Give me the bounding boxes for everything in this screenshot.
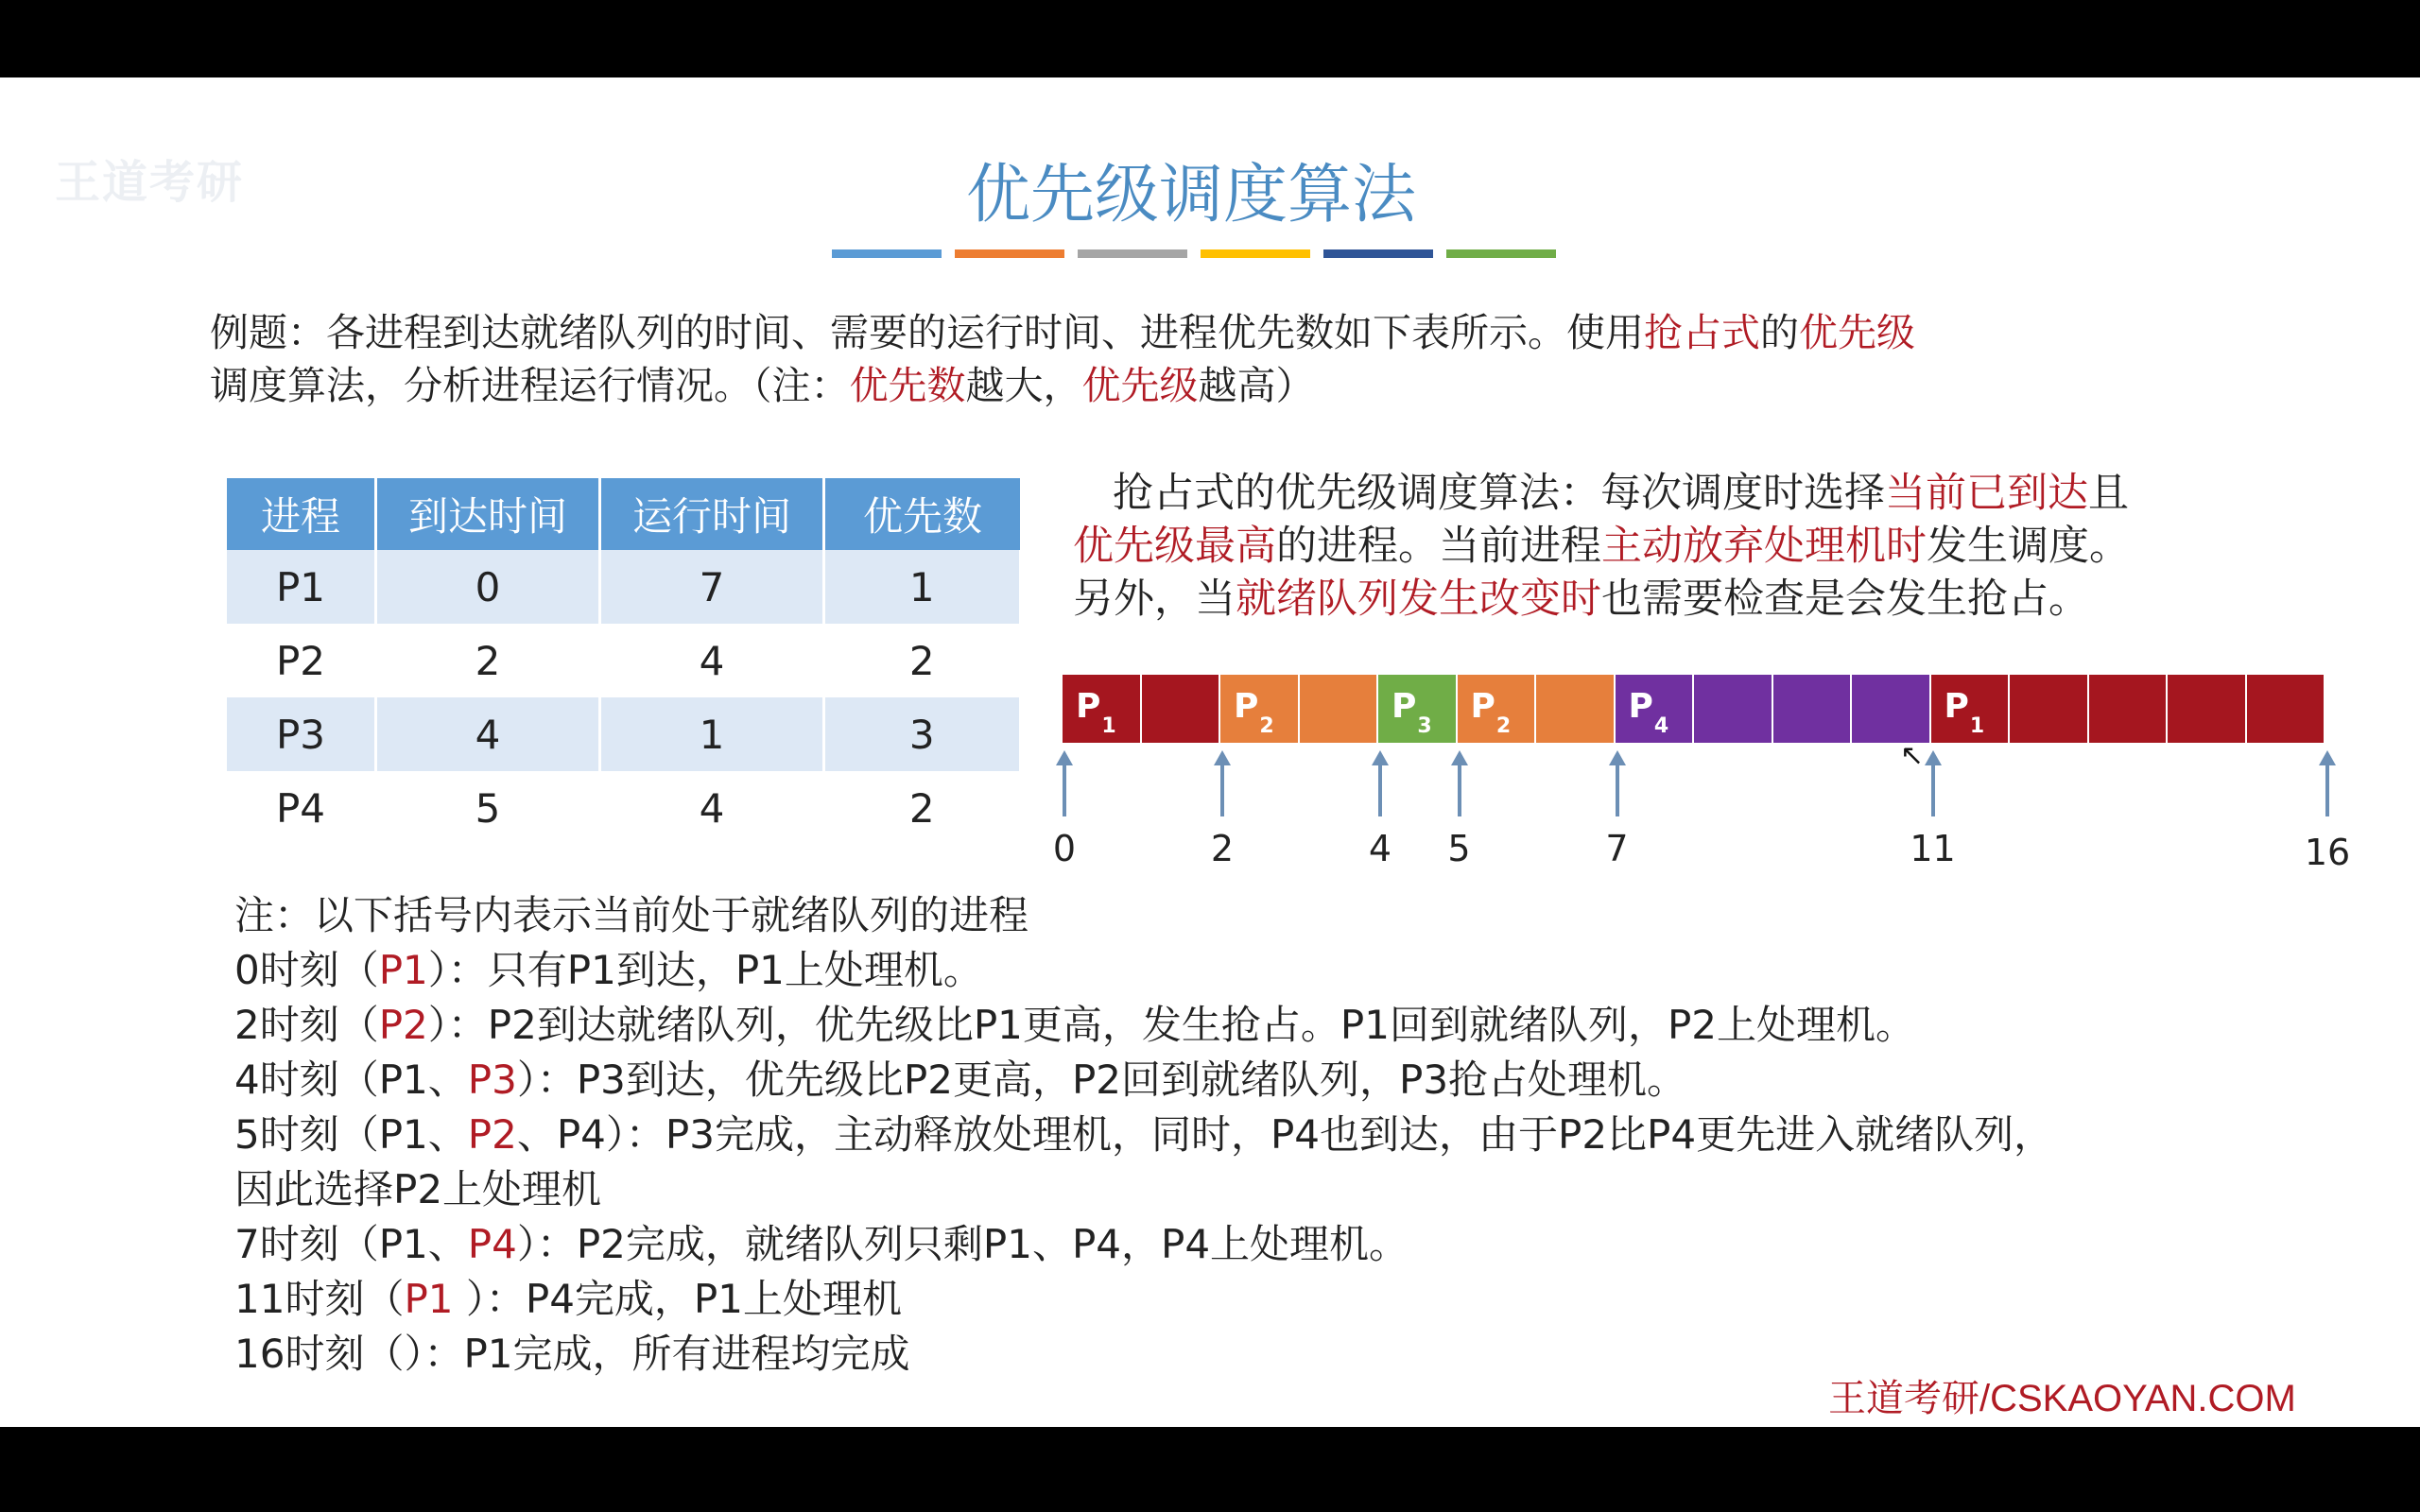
timeline-text: 2时刻（ (234, 1002, 379, 1048)
gantt-process-label: $P_2$ (1234, 686, 1274, 739)
table-cell: P2 (227, 624, 376, 697)
question-text: 调度算法，分析进程运行情况。（注： (210, 363, 850, 408)
timeline-text: 5时刻（P1、 (234, 1111, 468, 1158)
gantt-process-label: $P_1$ (1076, 686, 1116, 739)
axis-tick-label: 16 (2304, 832, 2351, 873)
explain-line-3 (1073, 573, 2302, 626)
table-header: 运行时间 (600, 478, 824, 550)
table-cell: 4 (600, 771, 824, 845)
slide (0, 77, 2420, 1427)
explain-highlight: 主动放弃处理机时 (1601, 523, 1927, 570)
question-text: 的 (1760, 310, 1799, 355)
gantt-cell (1378, 675, 1458, 743)
table-cell: 4 (376, 697, 600, 771)
gantt-process-label: $P_4$ (1628, 686, 1669, 739)
timeline-notes (234, 888, 2053, 1382)
table-header: 优先数 (824, 478, 1021, 550)
underline-bar (1078, 249, 1187, 258)
explain-text: 也需要检查是会发生抢占。 (1601, 576, 2089, 623)
timeline-highlight: P2 (378, 1002, 428, 1048)
timeline-text: ）：P4完成，P1上处理机 (453, 1276, 902, 1322)
explain-text: 且 (2088, 470, 2129, 517)
bottom-letterbox (0, 1427, 2420, 1512)
question-highlight: 优先级 (1799, 310, 1915, 355)
gantt-cell (1063, 675, 1142, 743)
table-row (227, 550, 1020, 624)
gantt-cell (2010, 675, 2089, 743)
axis-arrow-line (1378, 764, 1382, 816)
table-header: 进程 (227, 478, 376, 550)
gantt-cell (2247, 675, 2326, 743)
underline-bar (1446, 249, 1556, 258)
explain-line-2 (1073, 520, 2302, 573)
underline-bar (832, 249, 942, 258)
timeline-t11 (234, 1272, 2053, 1327)
table-cell: 2 (824, 771, 1021, 845)
table-cell: 2 (376, 624, 600, 697)
top-letterbox (0, 0, 2420, 77)
timeline-highlight: P2 (467, 1111, 517, 1158)
timeline-text: 7时刻（P1、 (234, 1221, 468, 1267)
timeline-highlight: P3 (467, 1057, 517, 1103)
explain-text: 另外，当 (1073, 576, 1236, 623)
timeline-t4 (234, 1053, 2053, 1108)
timeline-text: ）：P2完成，就绪队列只剩P1、P4，P4上处理机。 (516, 1221, 1409, 1267)
timeline-text: ）：只有P1到达，P1上处理机。 (427, 947, 983, 993)
gantt-process-subscript: 4 (1653, 714, 1669, 739)
explain-highlight: 优先级最高 (1073, 523, 1276, 570)
explain-text: 发生调度。 (1927, 523, 2130, 570)
explain-text: 抢占式的优先级调度算法：每次调度时选择 (1113, 470, 1885, 517)
explain-highlight: 当前已到达 (1885, 470, 2088, 517)
timeline-text: 4时刻（P1、 (234, 1057, 468, 1103)
underline-bar (1201, 249, 1310, 258)
axis-arrow-line (1063, 764, 1066, 816)
gantt-cell (2089, 675, 2169, 743)
table-cell: 5 (376, 771, 600, 845)
axis-tick-label: 11 (1910, 828, 1956, 869)
axis-arrow-line (1458, 764, 1461, 816)
algorithm-explanation (1073, 467, 2302, 626)
gantt-cell (1300, 675, 1379, 743)
table-cell: 0 (376, 550, 600, 624)
underline-bar (1323, 249, 1433, 258)
gantt-cell (2168, 675, 2247, 743)
timeline-t0 (234, 943, 2053, 998)
mouse-cursor-icon: ↖ (1900, 739, 1925, 772)
axis-arrow-line (1616, 764, 1619, 816)
table-cell: 3 (824, 697, 1021, 771)
question-text: 越高） (1198, 363, 1315, 408)
axis-tick-label: 7 (1605, 828, 1629, 869)
question-highlight: 抢占式 (1644, 310, 1760, 355)
explain-highlight: 就绪队列发生改变时 (1236, 576, 1601, 623)
question-line-1 (210, 306, 1915, 359)
timeline-highlight: P4 (467, 1221, 517, 1267)
table-cell: P3 (227, 697, 376, 771)
table-cell: P4 (227, 771, 376, 845)
table-cell: 1 (824, 550, 1021, 624)
gantt-cell (1142, 675, 1221, 743)
footer-brand: 王道考研/CSKAOYAN.COM (1828, 1378, 2296, 1419)
gantt-cell (1852, 675, 1931, 743)
page-title: 优先级调度算法 (965, 158, 1416, 232)
axis-arrow-line (2325, 764, 2329, 816)
explain-text: 的进程。当前进程 (1276, 523, 1601, 570)
gantt-cell (1694, 675, 1773, 743)
axis-tick-label: 2 (1210, 828, 1235, 869)
gantt-cell (1220, 675, 1300, 743)
question-highlight: 优先级 (1081, 363, 1199, 408)
timeline-text: 0时刻（ (234, 947, 379, 993)
table-cell: 4 (600, 624, 824, 697)
timeline-t7 (234, 1217, 2053, 1272)
question-highlight: 优先数 (849, 363, 966, 408)
timeline-t2 (234, 998, 2053, 1053)
question-line-2 (210, 359, 1315, 412)
timeline-t16: 16时刻（）：P1完成，所有进程均完成 (234, 1331, 910, 1377)
explain-line-1 (1073, 467, 2302, 520)
gantt-cell (1536, 675, 1616, 743)
gantt-process-subscript: 2 (1259, 714, 1274, 739)
timeline-text: 、P4）：P3完成，主动释放处理机，同时，P4也到达，由于P2比P4更先进入就绪队列， (516, 1111, 2054, 1158)
table-cell: 2 (824, 624, 1021, 697)
gantt-process-subscript: 1 (1969, 714, 1985, 739)
timeline-highlight: P1 (378, 947, 428, 993)
process-table (227, 478, 1022, 845)
question-text: 例题：各进程到达就绪队列的时间、需要的运行时间、进程优先数如下表所示。使用 (210, 310, 1644, 355)
gantt-cell (1458, 675, 1537, 743)
watermark-logo: 王道考研 (55, 156, 245, 209)
table-cell: P1 (227, 550, 376, 624)
timeline-text: ）：P2到达就绪队列，优先级比P1更高，发生抢占。P1回到就绪队列，P2上处理机。 (427, 1002, 1915, 1048)
gantt-process-subscript: 1 (1101, 714, 1116, 739)
gantt-cell (1773, 675, 1853, 743)
timeline-text: 11时刻（ (234, 1276, 405, 1322)
table-header-row (227, 478, 1020, 550)
underline-bar (955, 249, 1064, 258)
table-cell: 7 (600, 550, 824, 624)
timeline-note: 注：以下括号内表示当前处于就绪队列的进程 (234, 892, 1029, 938)
axis-tick-label: 0 (1052, 828, 1077, 869)
title-underline (832, 249, 1560, 261)
axis-tick-label: 5 (1447, 828, 1471, 869)
table-row (227, 697, 1020, 771)
axis-arrow-line (1220, 764, 1224, 816)
timeline-highlight: P1 (404, 1276, 454, 1322)
table-header: 到达时间 (376, 478, 600, 550)
gantt-process-label: $P_3$ (1392, 686, 1432, 739)
table-cell: 1 (600, 697, 824, 771)
question-text: 越大， (965, 363, 1082, 408)
axis-arrow-line (1931, 764, 1935, 816)
gantt-process-label: $P_1$ (1944, 686, 1985, 739)
gantt-process-label: $P_2$ (1470, 686, 1512, 739)
gantt-process-subscript: 2 (1495, 714, 1512, 739)
timeline-text: ）：P3到达，优先级比P2更高，P2回到就绪队列，P3抢占处理机。 (516, 1057, 1687, 1103)
table-row (227, 624, 1020, 697)
gantt-cell (1931, 675, 2011, 743)
table-row (227, 771, 1020, 845)
axis-tick-label: 4 (1368, 828, 1392, 869)
gantt-cell (1616, 675, 1695, 743)
gantt-chart (1063, 675, 2325, 743)
timeline-t5 (234, 1108, 2053, 1162)
gantt-process-subscript: 3 (1417, 714, 1432, 739)
timeline-t5-cont: 因此选择P2上处理机 (234, 1166, 602, 1212)
